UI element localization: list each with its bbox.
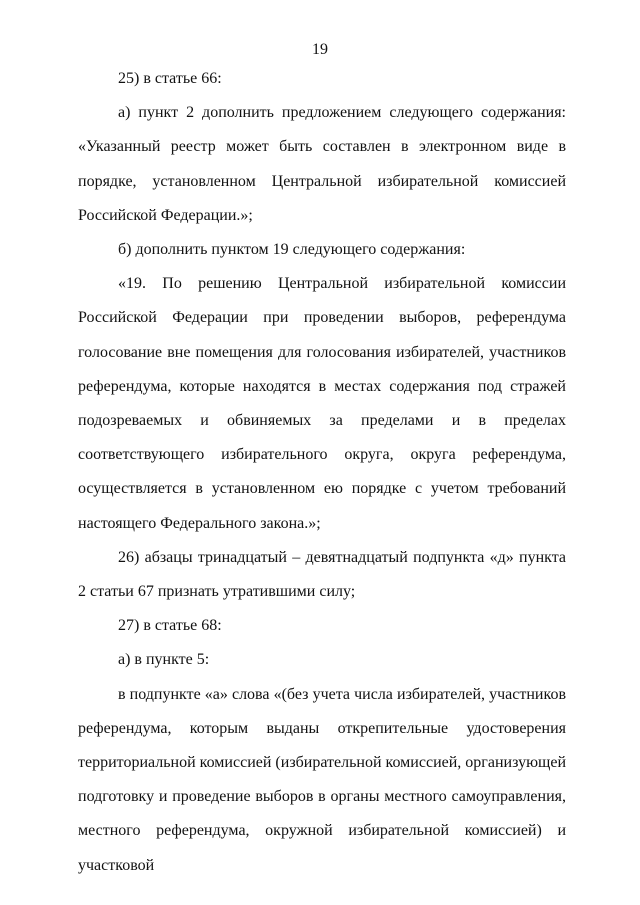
- paragraph-article-67: 26) абзацы тринадцатый – девятнадцатый подпункта «д» пункта 2 статьи 67 признать утратившими силу;: [78, 548, 566, 601]
- paragraph-item-2-addition: а) пункт 2 дополнить предложением следующего содержания: «Указанный реестр может быть составлен в электронном виде в порядке, установленном Центральной избирательной комиссией Российской Федерации.»;: [78, 104, 566, 224]
- page-number: 19: [312, 41, 328, 58]
- paragraph-item-5: а) в пункте 5:: [118, 651, 210, 669]
- document-body: [78, 62, 566, 883]
- paragraph-article-68: 27) в статье 68:: [118, 617, 222, 635]
- paragraph-item-19-text: «19. По решению Центральной избирательной комиссии Российской Федерации при проведении выборов, референдума голосование вне помещения для голосования избирателей, участников референдума, которые находятся в местах содержания под стражей подозреваемых и обвиняемых за пределами и в пределах соответствующего избирательного округа, округа референдума, осуществляется в установленном ею порядке с учетом требований настоящего Федерального закона.»;: [78, 275, 566, 532]
- paragraph-item-19-intro: б) дополнить пунктом 19 следующего содержания:: [118, 241, 466, 259]
- paragraph-article-66: 25) в статье 66:: [118, 70, 222, 87]
- paragraph-subitem-a: в подпункте «а» слова «(без учета числа избирателей, участников референдума, которым выданы открепительные удостоверения территориальной комиссией (избирательной комиссией, организующей подготовку и проведение выборов в органы местного самоуправления, местного референдума, окружной избирательной комиссией) и участковой: [78, 685, 567, 874]
